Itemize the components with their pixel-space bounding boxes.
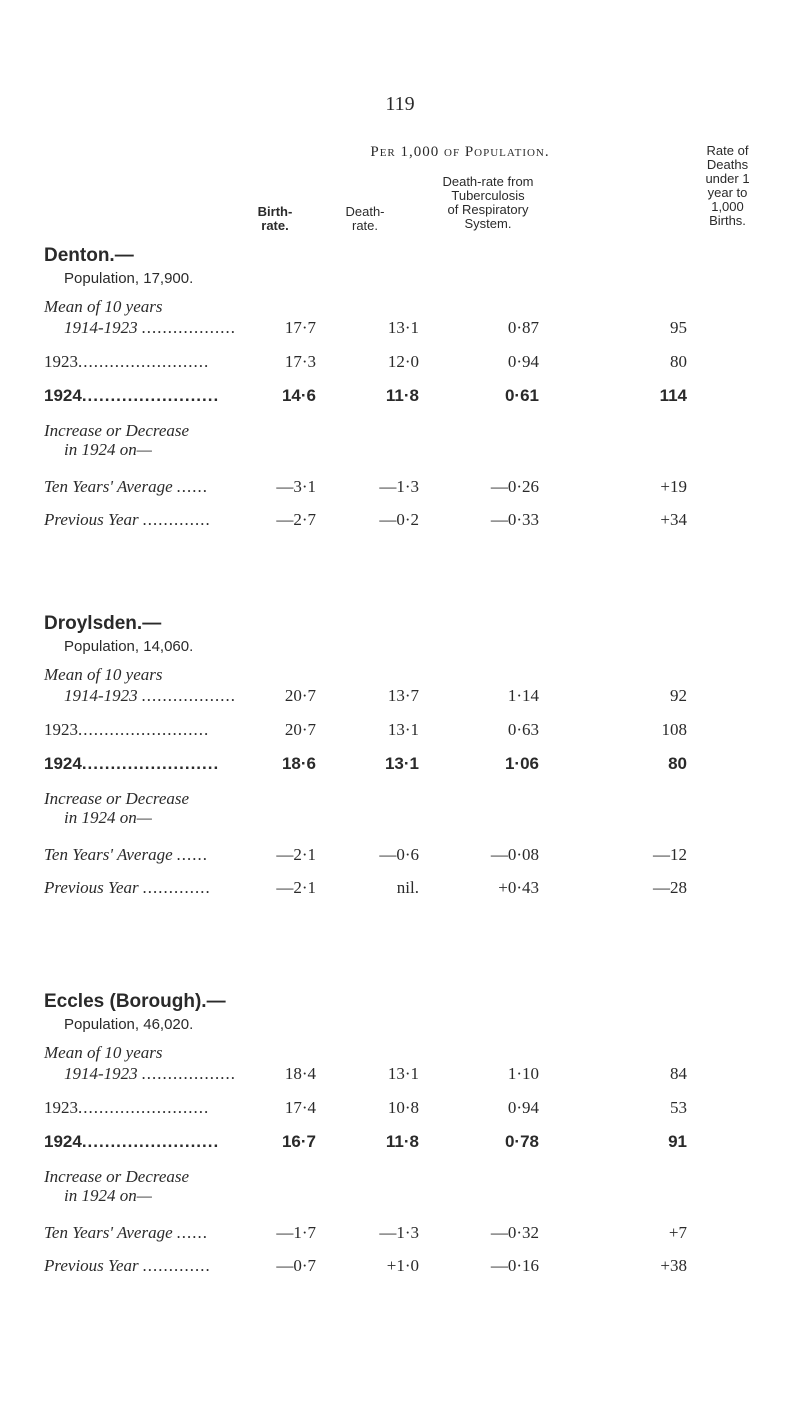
cell-birth: —0·7 xyxy=(276,1256,316,1275)
cell-tb: +0·43 xyxy=(498,878,539,897)
row-label: Previous Year ............. xyxy=(44,510,212,529)
row-label: 1924........................ xyxy=(44,386,220,405)
cell-death: 10·8 xyxy=(387,1098,419,1117)
cell-tb: —0·26 xyxy=(490,477,539,496)
cell-death: —1·3 xyxy=(379,1223,419,1242)
section-denton xyxy=(44,245,774,655)
cell-tb: 0·87 xyxy=(507,318,539,337)
section-title: Droylsden.— xyxy=(44,613,162,634)
cell-infant: 80 xyxy=(670,352,687,371)
cell-birth: —2·1 xyxy=(276,845,316,864)
header-tb-rate: Death-rate from Tuberculosis of Respiratory System. xyxy=(442,174,534,231)
population: Population, 14,060. xyxy=(64,638,194,655)
cell-tb: 1·06 xyxy=(504,754,539,773)
cell-infant: 53 xyxy=(670,1098,687,1117)
cell-birth: 14·6 xyxy=(281,386,316,405)
row-label: Previous Year ............. xyxy=(44,1256,212,1275)
cell-birth: —1·7 xyxy=(276,1223,316,1242)
cell-birth: —2·7 xyxy=(276,510,316,529)
cell-infant: +19 xyxy=(660,477,687,496)
cell-infant: 92 xyxy=(670,686,687,705)
header-group-label: Per 1,000 of Population. xyxy=(370,144,550,160)
cell-birth: 17·3 xyxy=(284,352,316,371)
cell-death: —0·2 xyxy=(379,510,419,529)
cell-death: —1·3 xyxy=(379,477,419,496)
section-title: Denton.— xyxy=(44,245,134,266)
cell-death: 11·8 xyxy=(385,386,419,405)
cell-tb: —0·16 xyxy=(490,1256,539,1275)
cell-infant: +38 xyxy=(660,1256,687,1275)
page-number: 119 xyxy=(385,93,415,115)
row-1924 xyxy=(44,386,774,414)
mean-heading: Mean of 10 years xyxy=(44,1043,163,1062)
cell-tb: —0·08 xyxy=(490,845,539,864)
row-label: 1923......................... xyxy=(44,720,210,739)
cell-tb: 0·63 xyxy=(507,720,539,739)
incdec-heading: Increase or Decrease in 1924 on— xyxy=(44,421,190,459)
section-eccles xyxy=(44,991,774,1401)
cell-birth: 17·7 xyxy=(284,318,316,337)
cell-birth: 17·4 xyxy=(284,1098,316,1117)
row-label: Ten Years' Average ...... xyxy=(44,845,209,864)
row-mean xyxy=(44,318,774,346)
row-mean xyxy=(44,1064,774,1092)
cell-infant: 91 xyxy=(668,1132,687,1151)
cell-death: 13·1 xyxy=(387,318,419,337)
cell-birth: 18·4 xyxy=(284,1064,316,1083)
cell-tb: —0·32 xyxy=(490,1223,539,1242)
header-death-rate: Death- rate. xyxy=(345,204,385,233)
row-label: 1924........................ xyxy=(44,754,220,773)
row-label: Previous Year ............. xyxy=(44,878,212,897)
row-ten-year xyxy=(44,1223,774,1251)
cell-death: —0·6 xyxy=(379,845,419,864)
population: Population, 46,020. xyxy=(64,1016,194,1033)
row-label: 1914-1923 .................. xyxy=(64,318,237,337)
cell-infant: —12 xyxy=(653,845,687,864)
cell-infant: 114 xyxy=(659,386,687,405)
row-1923 xyxy=(44,352,774,380)
cell-infant: +7 xyxy=(668,1223,687,1242)
cell-death: +1·0 xyxy=(386,1256,419,1275)
row-previous-year xyxy=(44,1256,774,1284)
cell-birth: 20·7 xyxy=(284,720,316,739)
cell-death: 13·1 xyxy=(384,754,419,773)
row-1923 xyxy=(44,1098,774,1126)
row-label: 1914-1923 .................. xyxy=(64,1064,237,1083)
cell-death: 13·1 xyxy=(387,720,419,739)
cell-death: nil. xyxy=(396,878,419,897)
row-label: Ten Years' Average ...... xyxy=(44,1223,209,1242)
cell-infant: 84 xyxy=(670,1064,687,1083)
cell-death: 13·7 xyxy=(387,686,419,705)
incdec-heading: Increase or Decrease in 1924 on— xyxy=(44,1167,190,1205)
cell-birth: 16·7 xyxy=(281,1132,316,1151)
cell-birth: 18·6 xyxy=(281,754,316,773)
cell-tb: 0·94 xyxy=(507,352,539,371)
population: Population, 17,900. xyxy=(64,270,194,287)
mean-heading: Mean of 10 years xyxy=(44,297,163,316)
cell-tb: 0·94 xyxy=(507,1098,539,1117)
row-label: 1923......................... xyxy=(44,1098,210,1117)
mean-heading: Mean of 10 years xyxy=(44,665,163,684)
row-ten-year xyxy=(44,845,774,873)
section-title: Eccles (Borough).— xyxy=(44,991,226,1012)
row-label: 1924........................ xyxy=(44,1132,220,1151)
cell-infant: —28 xyxy=(653,878,687,897)
row-1924 xyxy=(44,754,774,782)
row-1923 xyxy=(44,720,774,748)
cell-infant: 95 xyxy=(670,318,687,337)
row-1924 xyxy=(44,1132,774,1160)
row-ten-year xyxy=(44,477,774,505)
header-birth-rate: Birth- rate. xyxy=(257,204,293,233)
cell-death: 13·1 xyxy=(387,1064,419,1083)
cell-death: 12·0 xyxy=(387,352,419,371)
cell-tb: —0·33 xyxy=(490,510,539,529)
row-previous-year xyxy=(44,510,774,538)
row-mean xyxy=(44,686,774,714)
row-label: 1914-1923 .................. xyxy=(64,686,237,705)
row-previous-year xyxy=(44,878,774,906)
cell-death: 11·8 xyxy=(385,1132,419,1151)
section-droylsden xyxy=(44,613,774,1023)
cell-birth: 20·7 xyxy=(284,686,316,705)
cell-infant: +34 xyxy=(660,510,687,529)
cell-infant: 108 xyxy=(661,720,687,739)
header-infant-rate: Rate of Deaths under 1 year to 1,000 Births. xyxy=(705,143,750,228)
incdec-heading: Increase or Decrease in 1924 on— xyxy=(44,789,190,827)
row-label: Ten Years' Average ...... xyxy=(44,477,209,496)
cell-birth: —3·1 xyxy=(276,477,316,496)
cell-tb: 0·61 xyxy=(504,386,539,405)
cell-infant: 80 xyxy=(668,754,687,773)
cell-tb: 1·14 xyxy=(507,686,539,705)
cell-tb: 1·10 xyxy=(507,1064,539,1083)
cell-tb: 0·78 xyxy=(504,1132,539,1151)
row-label: 1923......................... xyxy=(44,352,210,371)
cell-birth: —2·1 xyxy=(276,878,316,897)
